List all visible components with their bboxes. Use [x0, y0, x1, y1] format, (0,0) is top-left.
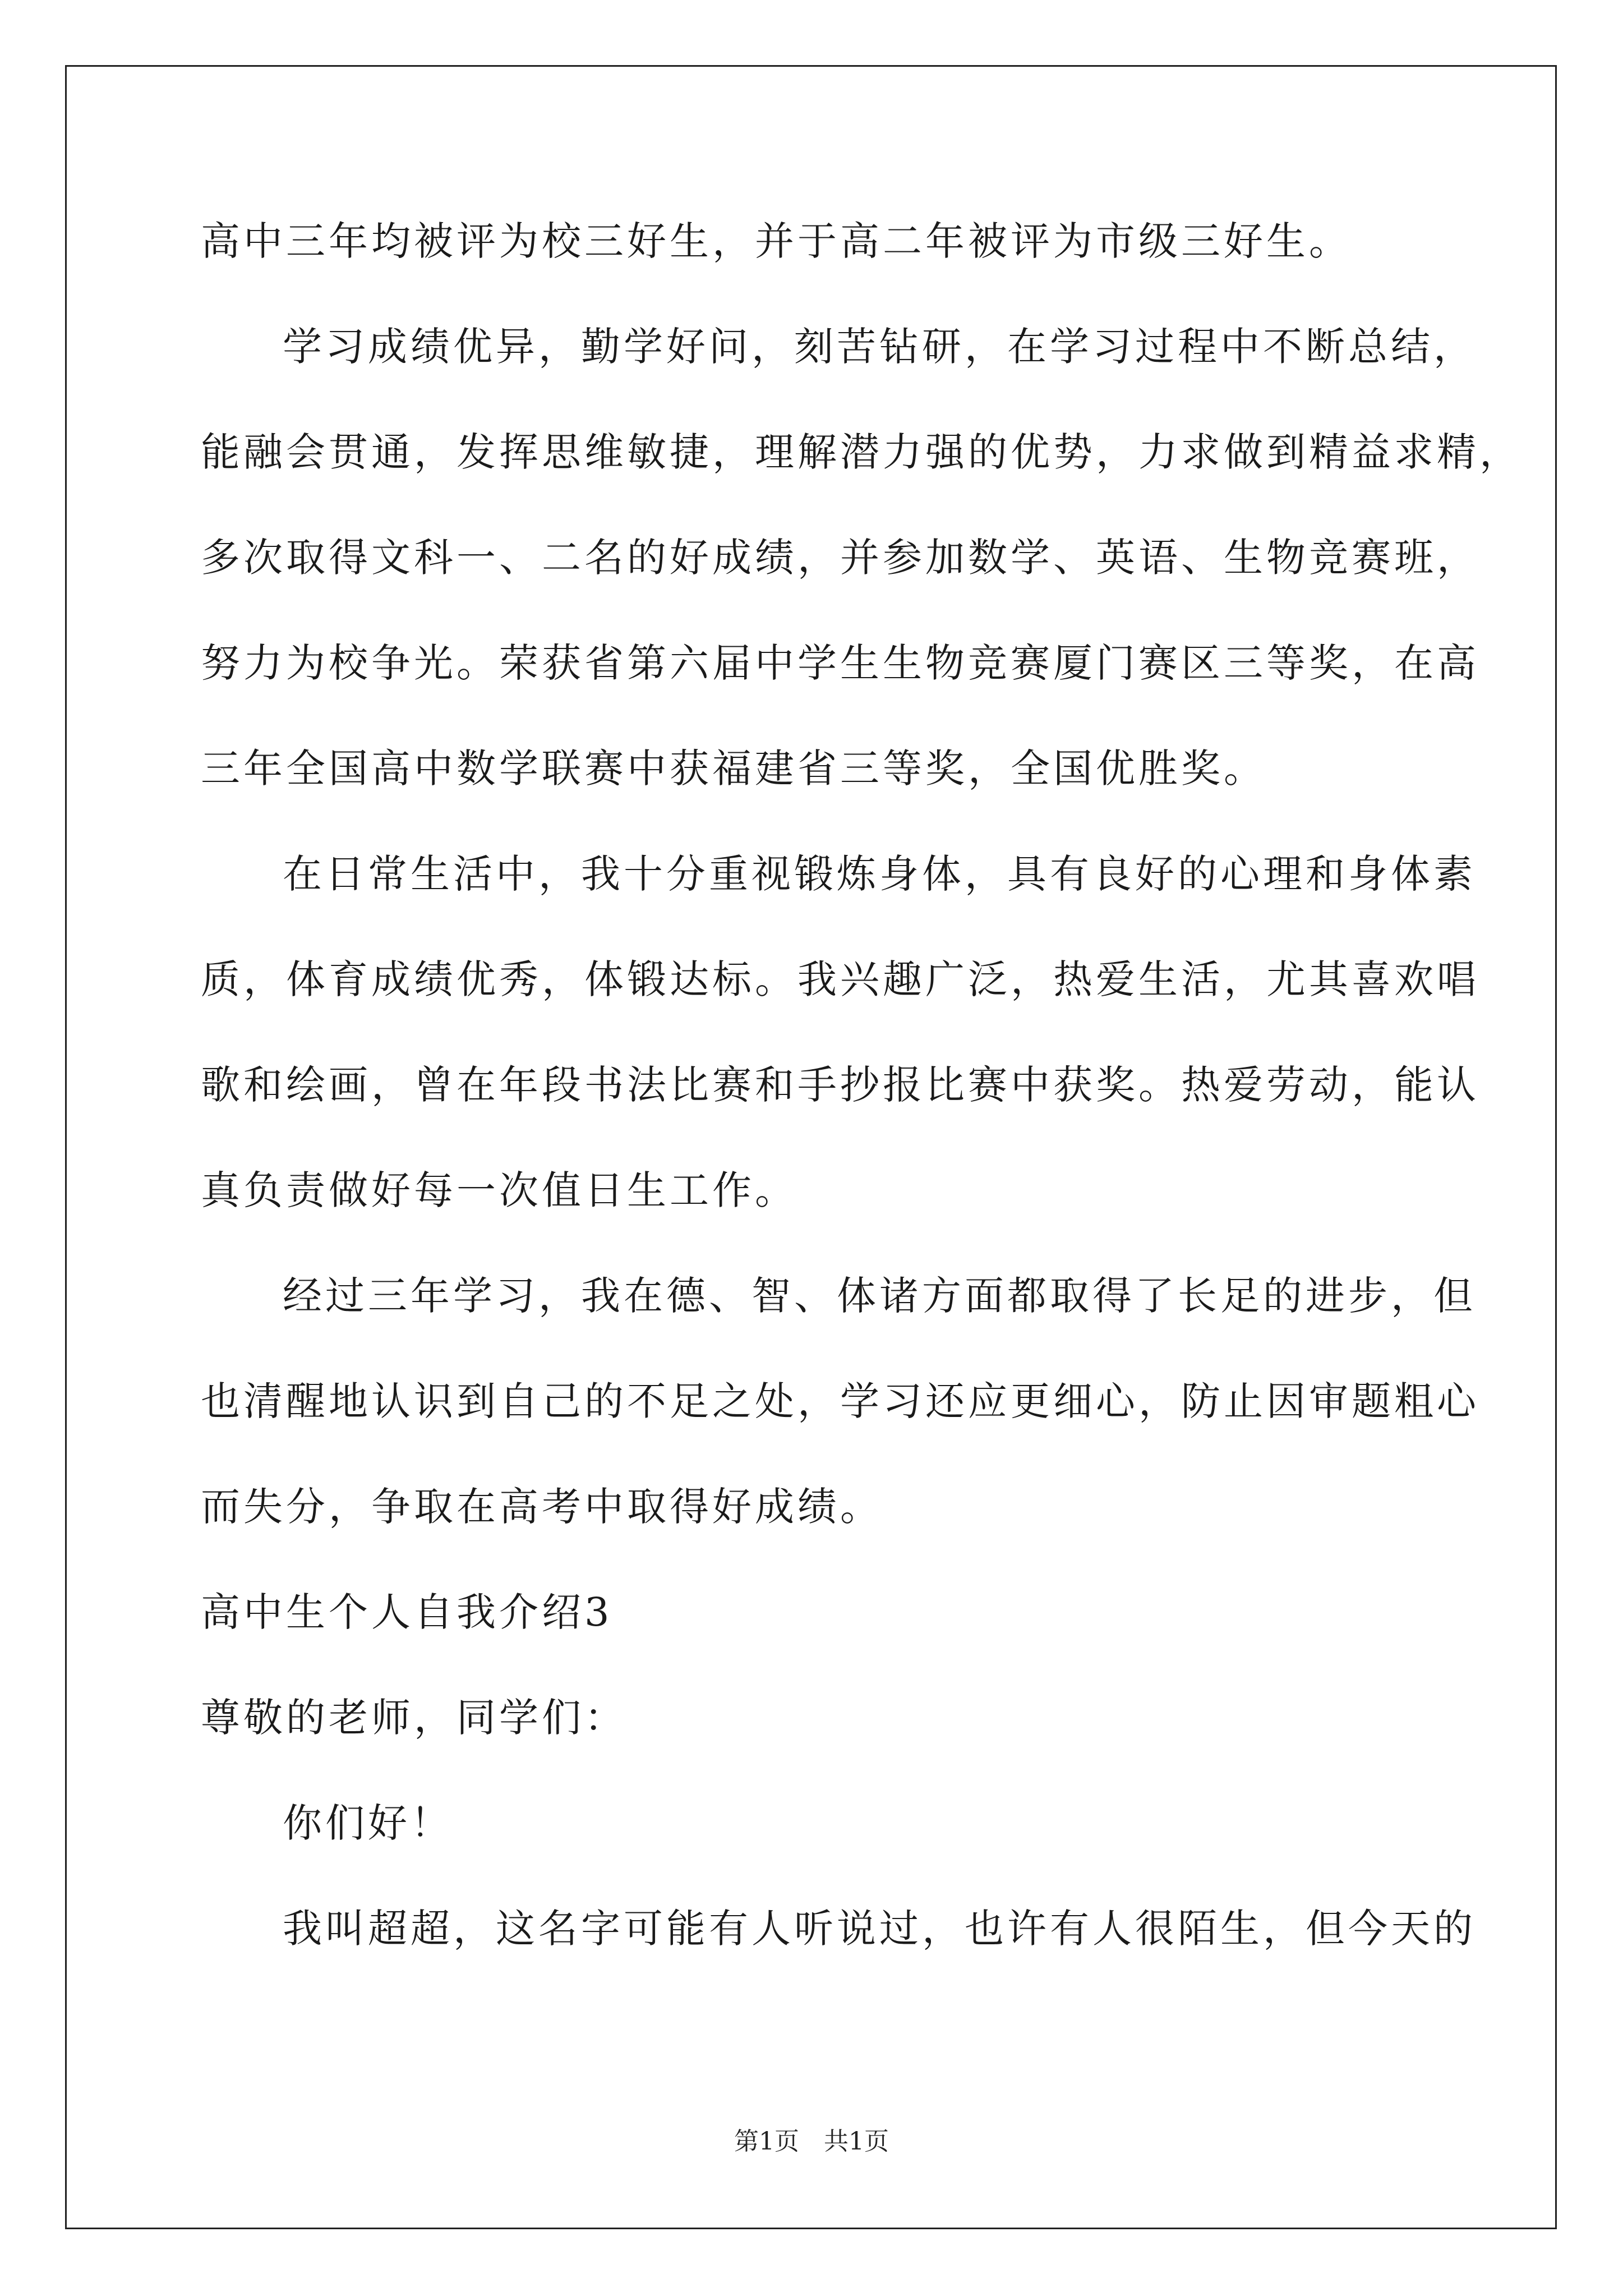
- text-line: 也清醒地认识到自己的不足之处，学习还应更细心，防止因审题粗心: [201, 1378, 1479, 1424]
- text-line: 歌和绘画，曾在年段书法比赛和手抄报比赛中获奖。热爱劳动，能认: [201, 1062, 1479, 1108]
- section-heading: 高中生个人自我介绍3: [201, 1589, 613, 1635]
- text-line: 多次取得文科一、二名的好成绩，并参加数学、英语、生物竞赛班，: [201, 535, 1479, 581]
- text-line: 努力为校争光。荣获省第六届中学生生物竞赛厦门赛区三等奖，在高: [201, 640, 1479, 686]
- text-line: 能融会贯通，发挥思维敏捷，理解潜力强的优势，力求做到精益求精，: [201, 429, 1522, 475]
- text-line: 高中三年均被评为校三好生，并于高二年被评为市级三好生。: [201, 218, 1352, 264]
- text-line: 经过三年学习，我在德、智、体诸方面都取得了长足的进步，但: [283, 1273, 1476, 1319]
- page-footer: 第1页 共1页: [734, 2127, 889, 2156]
- text-line: 而失分，争取在高考中取得好成绩。: [201, 1484, 883, 1530]
- text-line: 学习成绩优异，勤学好问，刻苦钻研，在学习过程中不断总结，: [283, 324, 1476, 370]
- salutation: 尊敬的老师，同学们：: [201, 1695, 627, 1741]
- text-line: 真负责做好每一次值日生工作。: [201, 1167, 797, 1213]
- text-line: 我叫超超，这名字可能有人听说过，也许有人很陌生，但今天的: [283, 1906, 1476, 1952]
- text-line: 质，体育成绩优秀，体锻达标。我兴趣广泛，热爱生活，尤其喜欢唱: [201, 956, 1479, 1002]
- text-line: 三年全国高中数学联赛中获福建省三等奖，全国优胜奖。: [201, 746, 1266, 792]
- greeting: 你们好！: [283, 1800, 453, 1846]
- text-line: 在日常生活中，我十分重视锻炼身体，具有良好的心理和身体素: [283, 851, 1476, 897]
